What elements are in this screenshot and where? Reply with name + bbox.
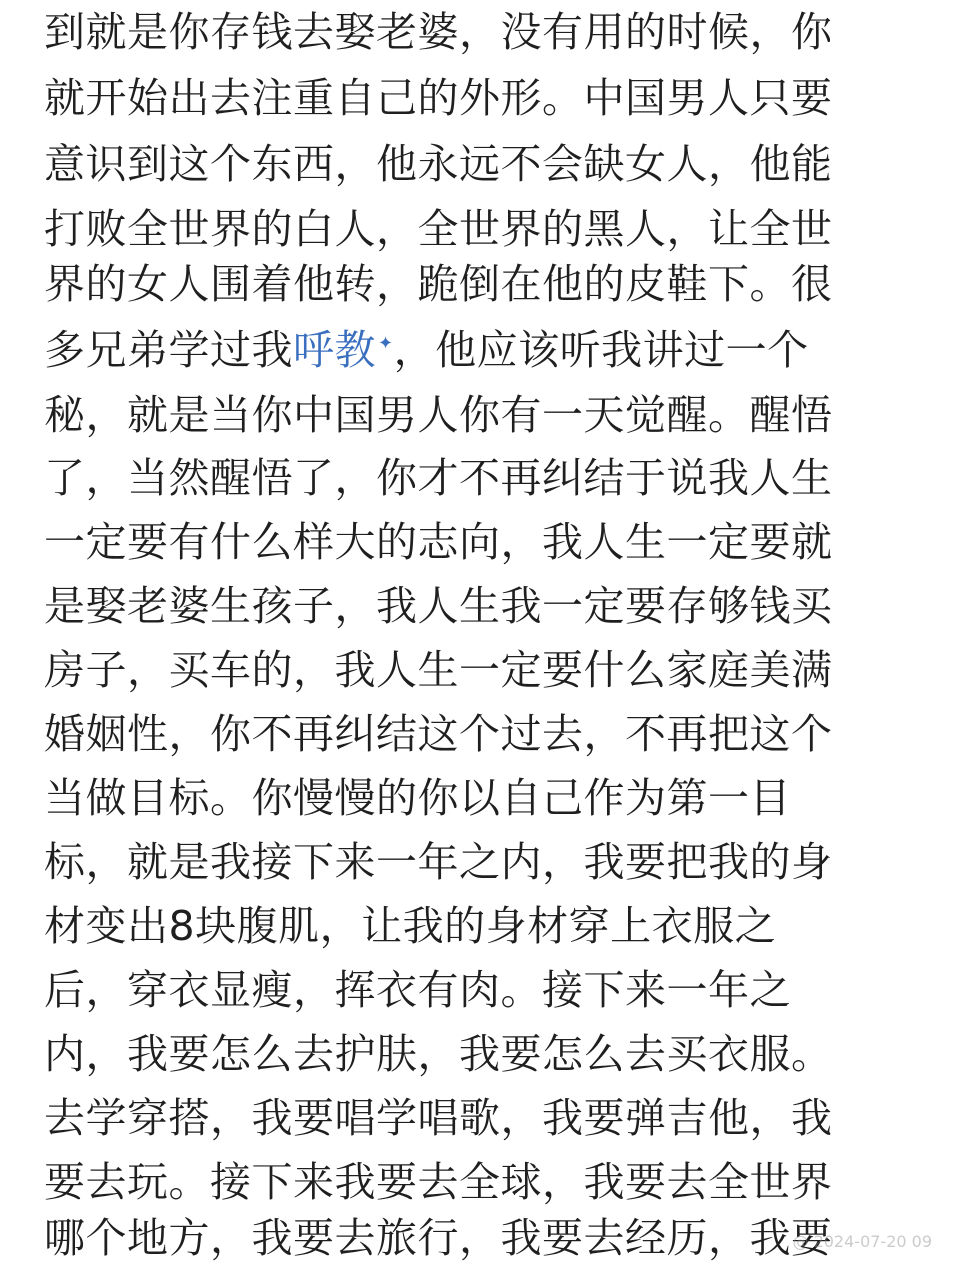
- text-line: 当做目标。你慢慢的你以自己作为第一目: [44, 774, 791, 822]
- sparkle-icon: ✦: [378, 333, 394, 355]
- text-line: 界的女人围着他转，跪倒在他的皮鞋下。很: [44, 260, 833, 308]
- text-line: 了，当然醒悟了，你才不再纠结于说我人生: [44, 454, 833, 502]
- text-line: 内，我要怎么去护肤，我要怎么去买衣服。: [44, 1030, 833, 1078]
- text-line: 到就是你存钱去娶老婆，没有用的时候，你: [44, 8, 833, 56]
- text-line: 去学穿搭，我要唱学唱歌，我要弹吉他，我: [44, 1094, 833, 1142]
- watermark: @ 2024-07-20 09: [792, 1232, 932, 1251]
- text-line: 意识到这个东西，他永远不会缺女人，他能: [44, 140, 833, 188]
- text-line: 材变出8块腹肌，让我的身材穿上衣服之: [44, 902, 777, 950]
- text-line: 标，就是我接下来一年之内，我要把我的身: [44, 838, 833, 886]
- text-line: 秘，就是当你中国男人你有一天觉醒。醒悟: [44, 391, 833, 439]
- text-segment: 多兄弟学过我: [44, 326, 293, 374]
- text-line: 一定要有什么样大的志向，我人生一定要就: [44, 518, 833, 566]
- text-segment: ，他应该听我讲过一个: [393, 326, 809, 374]
- text-line-with-topic-link: [44, 326, 920, 374]
- text-line: 婚姻性，你不再纠结这个过去，不再把这个: [44, 710, 833, 758]
- text-line: 就开始出去注重自己的外形。中国男人只要: [44, 74, 833, 122]
- text-line: 打败全世界的白人，全世界的黑人，让全世: [44, 205, 833, 253]
- text-line: 后，穿衣显瘦，挥衣有肉。接下来一年之: [44, 966, 791, 1014]
- text-line: 哪个地方，我要去旅行，我要去经历，我要: [44, 1214, 833, 1262]
- text-line: 要去玩。接下来我要去全球，我要去全世界: [44, 1158, 833, 1206]
- topic-link[interactable]: 呼教: [293, 326, 376, 374]
- text-line: 房子，买车的，我人生一定要什么家庭美满: [44, 646, 833, 694]
- text-line: 是娶老婆生孩子，我人生我一定要存够钱买: [44, 582, 833, 630]
